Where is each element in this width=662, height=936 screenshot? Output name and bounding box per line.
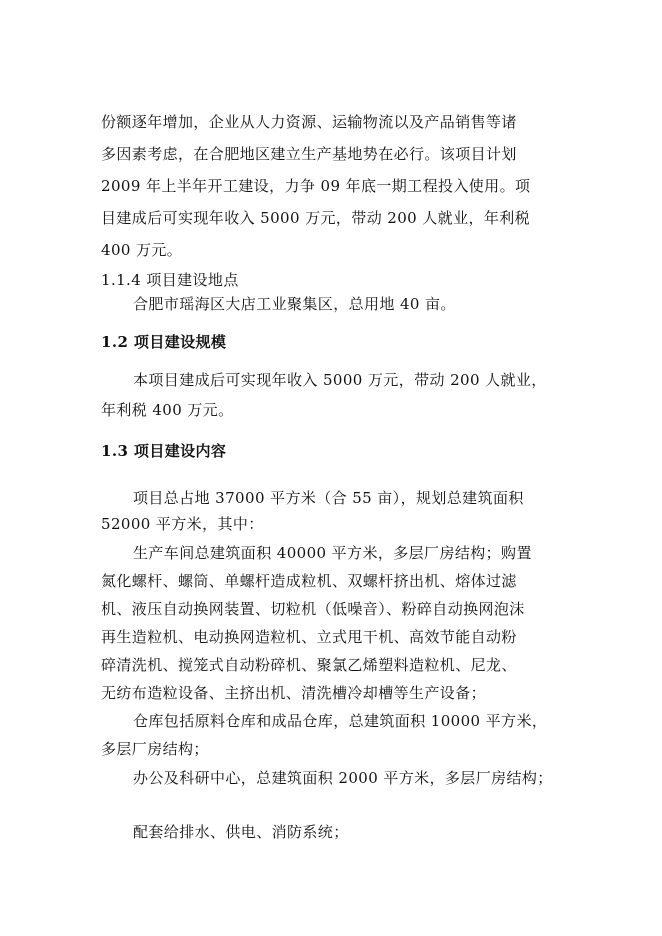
intro-line-3: 2009 年上半年开工建设，力争 09 年底一期工程投入使用。项 xyxy=(101,177,531,195)
section-1-2-body-line-1: 本项目建成后可实现年收入 5000 万元，带动 200 人就业， xyxy=(133,371,547,389)
section-1-3-heading: 1.3 项目建设内容 xyxy=(101,442,227,460)
warehouse-line-2: 多层厂房结构； xyxy=(101,740,209,758)
office-line: 办公及科研中心，总建筑面积 2000 平方米，多层厂房结构； xyxy=(133,769,553,787)
section-1-1-4-heading: 1.1.4 项目建设地点 xyxy=(101,271,239,289)
workshop-line-3: 机、液压自动换网装置、切粒机（低噪音）、粉碎自动换网泡沫 xyxy=(101,600,525,618)
section-1-3-intro-line-2: 52000 平方米，其中： xyxy=(101,515,264,533)
intro-line-5: 400 万元。 xyxy=(101,241,183,259)
intro-line-4: 目建成后可实现年收入 5000 万元，带动 200 人就业，年利税 xyxy=(101,209,531,227)
workshop-line-5: 碎清洗机、搅笼式自动粉碎机、聚氯乙烯塑料造粒机、尼龙、 xyxy=(101,656,517,674)
section-1-1-4-body: 合肥市瑶海区大店工业聚集区，总用地 40 亩。 xyxy=(133,295,456,313)
section-1-2-body-line-2: 年利税 400 万元。 xyxy=(101,401,234,419)
warehouse-line-1: 仓库包括原料仓库和成品仓库，总建筑面积 10000 平方米， xyxy=(133,712,548,730)
workshop-line-4: 再生造粒机、电动换网造粒机、立式甩干机、高效节能自动粉 xyxy=(101,628,517,646)
workshop-line-1: 生产车间总建筑面积 40000 平方米，多层厂房结构；购置 xyxy=(133,544,532,562)
section-1-3-intro-line-1: 项目总占地 37000 平方米（合 55 亩），规划总建筑面积 xyxy=(133,489,524,507)
intro-line-2: 多因素考虑，在合肥地区建立生产基地势在必行。该项目计划 xyxy=(101,145,517,163)
utilities-line: 配套给排水、供电、消防系统； xyxy=(133,823,349,841)
section-1-2-heading: 1.2 项目建设规模 xyxy=(101,333,227,351)
workshop-line-6: 无纺布造粒设备、主挤出机、清洗槽冷却槽等生产设备； xyxy=(101,684,487,702)
workshop-line-2: 氮化螺杆、螺筒、单螺杆造成粒机、双螺杆挤出机、熔体过滤 xyxy=(101,572,517,590)
intro-line-1: 份额逐年增加，企业从人力资源、运输物流以及产品销售等诸 xyxy=(101,113,517,131)
